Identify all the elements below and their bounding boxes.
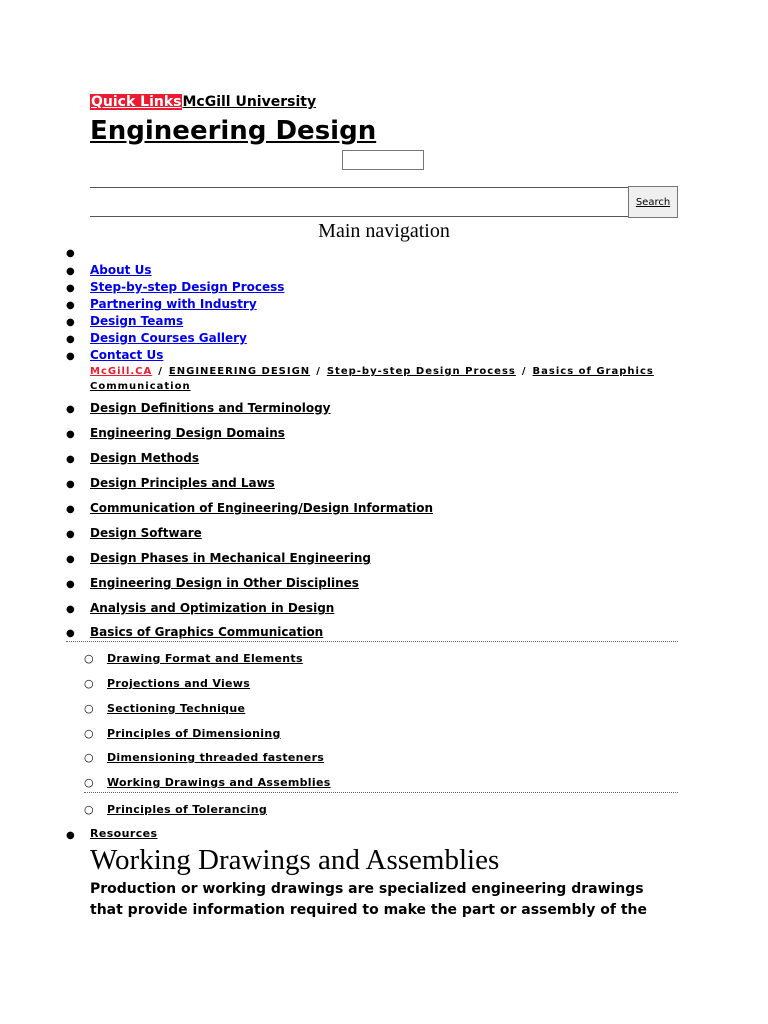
breadcrumb-separator: / bbox=[158, 366, 163, 377]
search-form bbox=[90, 186, 678, 218]
breadcrumb-mcgill-link[interactable]: McGill.CA bbox=[90, 366, 153, 377]
bullet-icon: ● bbox=[66, 317, 75, 328]
section-link-principles-laws[interactable]: Design Principles and Laws bbox=[90, 476, 275, 490]
section-link-graphics-communication[interactable]: Basics of Graphics Communication bbox=[90, 625, 324, 639]
bullet-icon: ● bbox=[66, 504, 75, 515]
bullet-icon: ● bbox=[66, 248, 75, 259]
section-link-domains[interactable]: Engineering Design Domains bbox=[90, 426, 285, 440]
nav-link-partnering[interactable]: Partnering with Industry bbox=[90, 297, 257, 311]
circle-bullet-icon: ○ bbox=[84, 702, 94, 715]
sub-link-dimensioning[interactable]: Principles of Dimensioning bbox=[107, 727, 281, 740]
bullet-icon: ● bbox=[66, 529, 75, 540]
sub-link-threaded-fasteners[interactable]: Dimensioning threaded fasteners bbox=[107, 751, 325, 764]
page-title: Working Drawings and Assemblies bbox=[90, 844, 500, 876]
sub-link-tolerancing[interactable]: Principles of Tolerancing bbox=[107, 803, 268, 816]
search-input[interactable] bbox=[90, 187, 628, 217]
breadcrumb-engineering-design-link[interactable]: ENGINEERING DESIGN bbox=[168, 366, 311, 377]
bullet-icon: ● bbox=[66, 429, 75, 440]
circle-bullet-icon: ○ bbox=[84, 652, 94, 665]
bullet-icon: ● bbox=[66, 604, 75, 615]
bullet-icon: ● bbox=[66, 479, 75, 490]
circle-bullet-icon: ○ bbox=[84, 677, 94, 690]
bullet-icon: ● bbox=[66, 266, 75, 277]
mcgill-university-link[interactable]: McGill University bbox=[182, 94, 317, 110]
search-button[interactable] bbox=[628, 186, 678, 218]
bullet-icon: ● bbox=[66, 628, 75, 639]
main-navigation-heading: Main navigation bbox=[318, 220, 450, 242]
sub-link-drawing-format[interactable]: Drawing Format and Elements bbox=[107, 652, 303, 665]
section-link-software[interactable]: Design Software bbox=[90, 526, 202, 540]
section-link-other-disciplines[interactable]: Engineering Design in Other Disciplines bbox=[90, 576, 359, 590]
quick-links-link[interactable]: Quick Links bbox=[91, 94, 182, 110]
active-sub-item-divider bbox=[84, 792, 678, 793]
circle-bullet-icon: ○ bbox=[84, 803, 94, 816]
bullet-icon: ● bbox=[66, 283, 75, 294]
sub-link-sectioning[interactable]: Sectioning Technique bbox=[107, 702, 246, 715]
breadcrumb-graphics-communication-link[interactable]: Basics of Graphics Communication bbox=[90, 366, 654, 392]
intro-paragraph: Production or working drawings are specialized engineering drawings that provide information required to make the part or assembly of the bbox=[90, 881, 648, 918]
breadcrumb-separator: / bbox=[316, 366, 321, 377]
search-button-label: Search bbox=[635, 196, 671, 208]
nav-link-courses-gallery[interactable]: Design Courses Gallery bbox=[90, 331, 247, 345]
bullet-icon: ● bbox=[66, 454, 75, 465]
small-text-field[interactable] bbox=[342, 150, 424, 170]
bullet-icon: ● bbox=[66, 351, 75, 362]
sub-link-projections[interactable]: Projections and Views bbox=[107, 677, 251, 690]
breadcrumb bbox=[90, 364, 690, 394]
bullet-icon: ● bbox=[66, 554, 75, 565]
circle-bullet-icon: ○ bbox=[84, 751, 94, 764]
section-link-design-phases[interactable]: Design Phases in Mechanical Engineering bbox=[90, 551, 371, 565]
section-link-methods[interactable]: Design Methods bbox=[90, 451, 200, 465]
site-title-link[interactable]: Engineering Design bbox=[90, 116, 377, 146]
section-link-communication[interactable]: Communication of Engineering/Design Information bbox=[90, 501, 434, 515]
section-link-resources[interactable]: Resources bbox=[90, 827, 158, 840]
nav-link-design-process[interactable]: Step-by-step Design Process bbox=[90, 280, 285, 294]
circle-bullet-icon: ○ bbox=[84, 776, 94, 789]
circle-bullet-icon: ○ bbox=[84, 727, 94, 740]
active-section-divider bbox=[66, 641, 678, 642]
bullet-icon: ● bbox=[66, 300, 75, 311]
section-link-analysis-optimization[interactable]: Analysis and Optimization in Design bbox=[90, 601, 335, 615]
nav-link-about-us[interactable]: About Us bbox=[90, 263, 152, 277]
bullet-icon: ● bbox=[66, 579, 75, 590]
nav-link-contact-us[interactable]: Contact Us bbox=[90, 348, 164, 362]
nav-link-design-teams[interactable]: Design Teams bbox=[90, 314, 184, 328]
section-link-definitions[interactable]: Design Definitions and Terminology bbox=[90, 401, 331, 415]
sub-link-working-drawings[interactable]: Working Drawings and Assemblies bbox=[107, 776, 331, 789]
breadcrumb-separator: / bbox=[521, 366, 527, 377]
breadcrumb-design-process-link[interactable]: Step-by-step Design Process bbox=[326, 366, 516, 377]
bullet-icon: ● bbox=[66, 404, 75, 415]
bullet-icon: ● bbox=[66, 830, 75, 841]
bullet-icon: ● bbox=[66, 334, 75, 345]
top-bar bbox=[90, 94, 316, 110]
